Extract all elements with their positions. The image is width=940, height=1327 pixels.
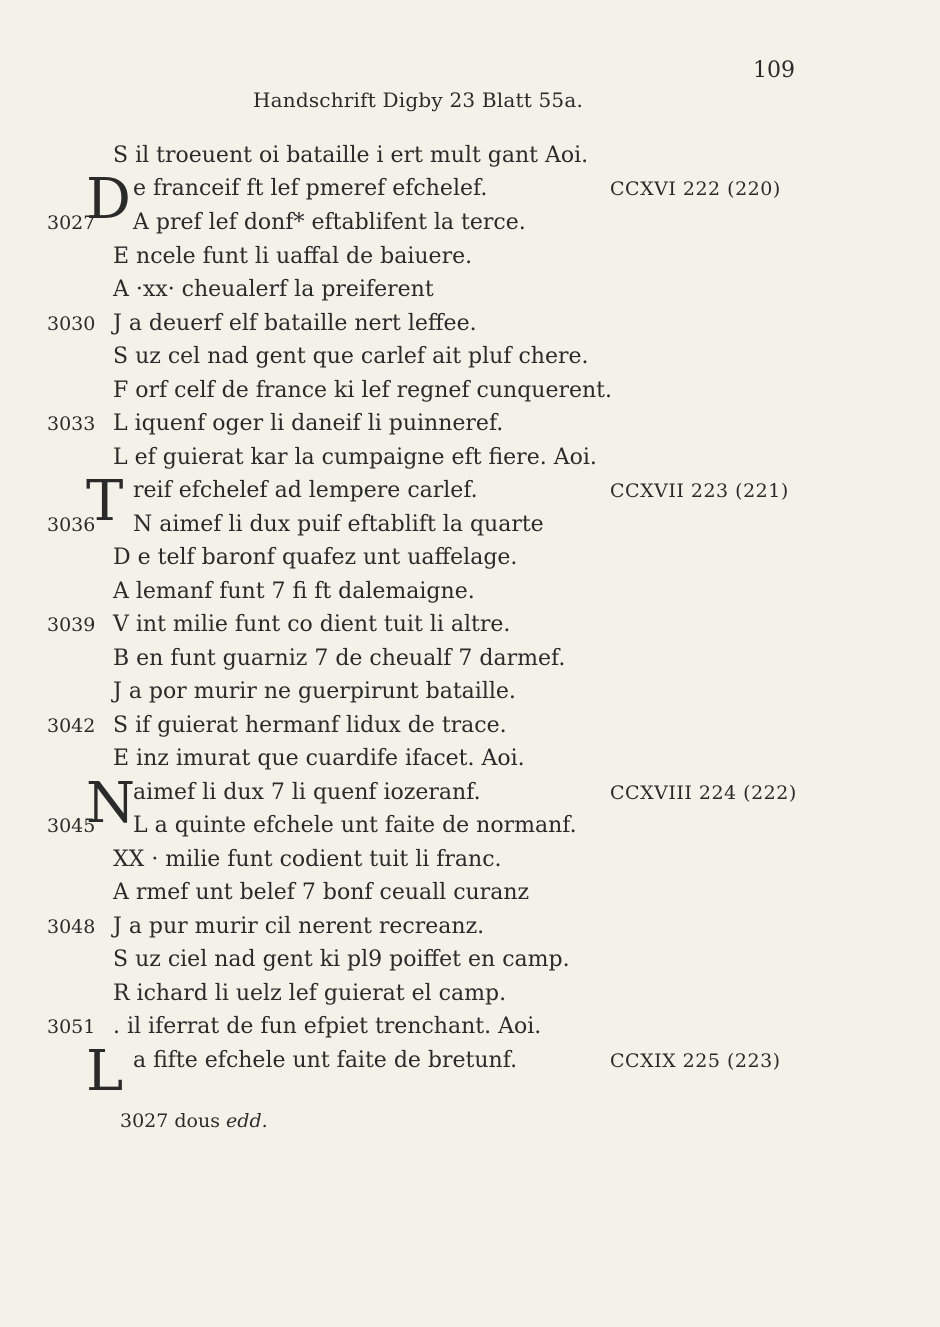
- laisse-reference: CCXVI 222 (220): [610, 178, 781, 200]
- line-text: E inz imurat que cuardife ifacet. Aoi.: [113, 746, 525, 771]
- initial-letter: T: [86, 469, 124, 534]
- verse-line: [0, 442, 940, 474]
- line-text: V int milie funt co dient tuit li altre.: [113, 612, 511, 637]
- initial-letter: L: [86, 1039, 124, 1104]
- verse-line: [0, 777, 940, 809]
- footnote-edd: edd.: [226, 1110, 268, 1132]
- verse-line: [0, 911, 940, 943]
- verse-line: [0, 375, 940, 407]
- initial-letter: N: [86, 771, 135, 836]
- line-text: . il iferrat de fun efpiet trenchant. Aoi.: [113, 1014, 542, 1039]
- verse-line: [0, 140, 940, 172]
- line-number: 3045: [47, 815, 96, 837]
- line-text: L ef guierat kar la cumpaigne eft fiere. Aoi.: [113, 445, 597, 470]
- running-head: Handschrift Digby 23 Blatt 55a.: [253, 88, 584, 112]
- line-text: S uz cel nad gent que carlef ait pluf chere.: [113, 344, 589, 369]
- laisse-reference: CCXVII 223 (221): [610, 480, 789, 502]
- line-number: 3027: [47, 212, 96, 234]
- verse-line: [0, 1011, 940, 1043]
- line-text: J a deuerf elf bataille nert leffee.: [113, 311, 477, 336]
- line-text: aimef li dux 7 li quenf iozeranf.: [133, 780, 481, 805]
- line-number: 3030: [47, 313, 96, 335]
- verse-line: [0, 877, 940, 909]
- footnote-text: 3027 dous: [120, 1110, 220, 1132]
- line-text: N aimef li dux puif eftablift la quarte: [133, 512, 544, 537]
- line-text: S uz ciel nad gent ki pl9 poiffet en camp.: [113, 947, 570, 972]
- verse-line: [0, 308, 940, 340]
- verse-line: [0, 341, 940, 373]
- verse-line: [0, 509, 940, 541]
- verse-line: [0, 241, 940, 273]
- line-text: XX · milie funt codient tuit li franc.: [113, 847, 502, 872]
- page-number: 109: [753, 58, 795, 83]
- line-number: 3048: [47, 916, 96, 938]
- verse-line: [0, 576, 940, 608]
- verse-line: [0, 710, 940, 742]
- laisse-reference: CCXVIII 224 (222): [610, 782, 797, 804]
- line-text: S if guierat hermanf lidux de trace.: [113, 713, 507, 738]
- verse-line: [0, 743, 940, 775]
- line-text: A ·xx· cheualerf la preiferent: [113, 277, 434, 302]
- verse-line: [0, 643, 940, 675]
- footnote: [120, 1110, 268, 1132]
- line-text: L a quinte efchele unt faite de normanf.: [133, 813, 577, 838]
- line-number: 3036: [47, 514, 96, 536]
- line-text: A rmef unt belef 7 bonf ceuall curanz: [113, 880, 530, 905]
- line-text: A pref lef donf* eftablifent la terce.: [133, 210, 526, 235]
- verse-line: [0, 609, 940, 641]
- line-text: L iquenf oger li daneif li puinneref.: [113, 411, 504, 436]
- line-text: J a por murir ne guerpirunt bataille.: [113, 679, 516, 704]
- line-text: D e telf baronf quafez unt uaffelage.: [113, 545, 518, 570]
- line-number: 3051: [47, 1016, 96, 1038]
- verse-line: [0, 810, 940, 842]
- line-text: S il troeuent oi bataille i ert mult gant Aoi.: [113, 143, 589, 168]
- line-text: reif efchelef ad lempere carlef.: [133, 478, 478, 503]
- line-number: 3042: [47, 715, 96, 737]
- line-number: 3039: [47, 614, 96, 636]
- verse-line: [0, 844, 940, 876]
- verse-line: [0, 207, 940, 239]
- verse-line: [0, 475, 940, 507]
- verse-line: [0, 978, 940, 1010]
- line-text: e franceif ft lef pmeref efchelef.: [133, 176, 488, 201]
- line-text: F orf celf de france ki lef regnef cunquerent.: [113, 378, 613, 403]
- verse-line: [0, 1045, 940, 1077]
- verse-line: [0, 173, 940, 205]
- verse-line: [0, 676, 940, 708]
- laisse-reference: CCXIX 225 (223): [610, 1050, 781, 1072]
- initial-letter: D: [86, 167, 131, 232]
- line-text: E ncele funt li uaffal de baiuere.: [113, 244, 473, 269]
- verse-line: [0, 944, 940, 976]
- line-text: J a pur murir cil nerent recreanz.: [113, 914, 485, 939]
- line-number: 3033: [47, 413, 96, 435]
- verse-line: [0, 542, 940, 574]
- line-text: a fifte efchele unt faite de bretunf.: [133, 1048, 518, 1073]
- line-text: A lemanf funt 7 fi ft dalemaigne.: [113, 579, 475, 604]
- verse-line: [0, 274, 940, 306]
- verse-line: [0, 408, 940, 440]
- line-text: R ichard li uelz lef guierat el camp.: [113, 981, 507, 1006]
- line-text: B en funt guarniz 7 de cheualf 7 darmef.: [113, 646, 566, 671]
